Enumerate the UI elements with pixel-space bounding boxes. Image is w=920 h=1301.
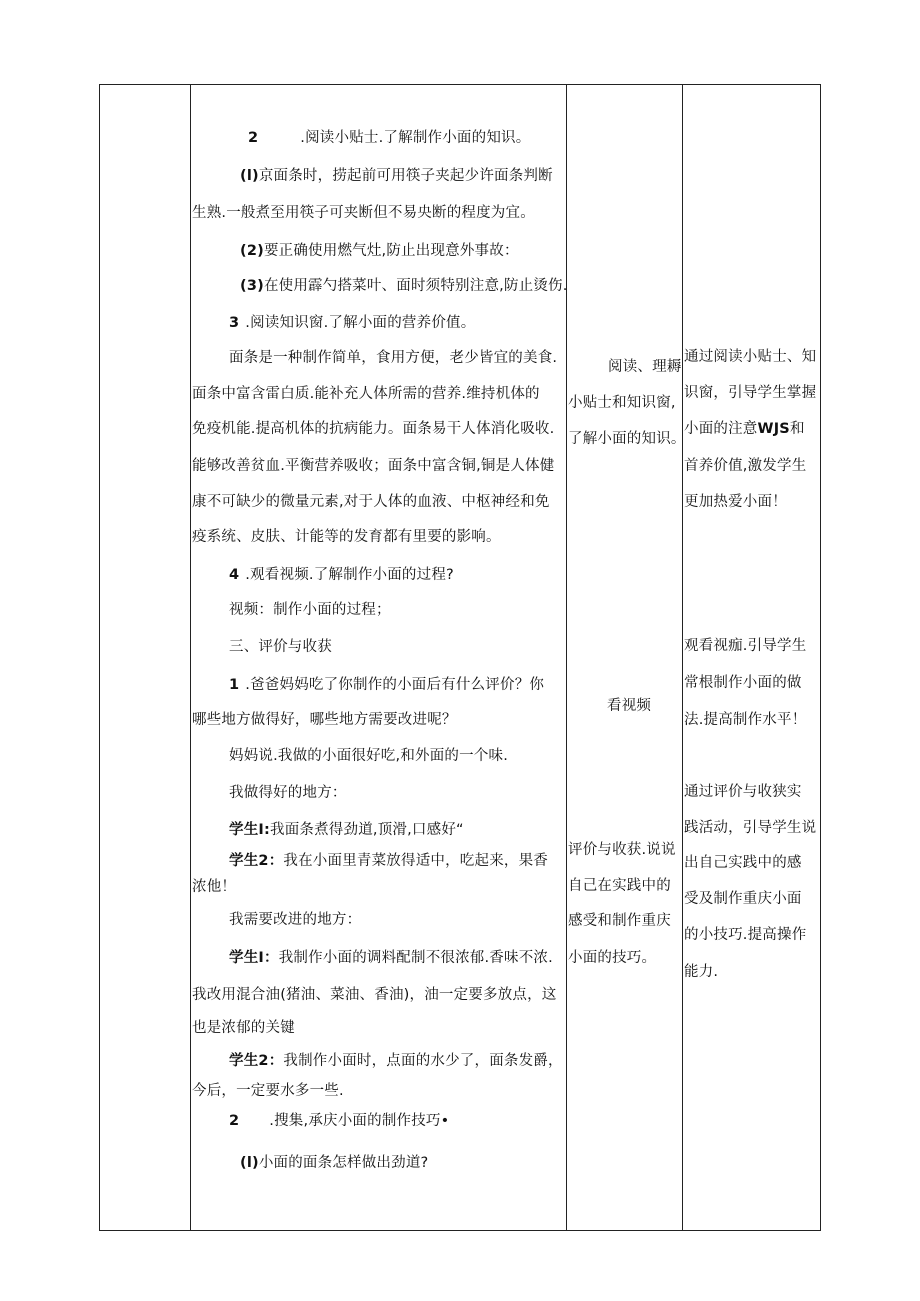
step-text: .爸爸妈妈吃了你制作的小面后有什么评价？你: [245, 677, 545, 693]
process-line: [229, 675, 544, 695]
process-line: (l)京面条时，捞起前可用筷子夹起少许面条判断: [240, 168, 553, 184]
section-heading: 三、评价与收获: [229, 639, 332, 655]
intent-line: 通过评价与收狭实: [684, 784, 802, 800]
process-line: 我做得好的地方：: [229, 785, 347, 801]
process-line: 能够改善贫血.平衡营养吸收；面条中富含铜,铜是人体健: [192, 458, 555, 474]
process-line: 哪些地方做得好，哪些地方需要改进呢？: [192, 712, 457, 728]
process-line: 生熟.一般煮至用筷子可夹断但不易央断的程度为宜。: [192, 205, 535, 221]
step-number: 1: [229, 677, 240, 693]
process-line: 免疫机能.提高机体的抗病能力。面条易干人体消化吸收.: [192, 421, 555, 437]
process-line: 面条是一种制作简单，食用方便，老少皆宜的美食.: [229, 350, 558, 366]
student-line: 自己在实践中的: [568, 878, 671, 894]
process-line: (l)小面的面条怎样做出劲道?: [240, 1155, 429, 1171]
process-line: 今后，一定要水多一些.: [192, 1083, 344, 1099]
intent-line: 的小技巧.提高操作: [684, 927, 807, 943]
intent-line: 小面的注意WJS和: [684, 421, 805, 437]
table-left-border: [99, 84, 100, 1231]
intent-line: 受及制作重庆小面: [684, 891, 802, 907]
column-divider-3: [682, 84, 683, 1231]
process-line: [229, 313, 475, 333]
student-line: 感受和制作重庆: [568, 913, 671, 929]
process-line: 也是浓郁的关键: [192, 1020, 295, 1036]
student-line: 小贴士和知识窗,: [568, 395, 676, 411]
step-text: .搜集,承庆小面的制作技巧•: [269, 1113, 450, 1129]
intent-line: 首养价值,激发学生: [684, 458, 807, 474]
process-line: 学生I：我制作小面的调料配制不很浓郁.香味不浓.: [229, 950, 553, 966]
process-line: 视频：制作小面的过程；: [229, 602, 391, 618]
table-bottom-border: [99, 1230, 821, 1231]
intent-line: 出自己实践中的感: [684, 855, 802, 871]
process-line: [229, 565, 454, 585]
student-line: 小面的技巧。: [568, 950, 657, 966]
process-line: 学生2：我制作小面时，点面的水少了，面条发爵，: [229, 1053, 563, 1069]
student-line: 了解小面的知识。: [568, 431, 686, 447]
column-divider-1: [190, 84, 191, 1231]
intent-line: 观看视痂.引导学生: [684, 638, 807, 654]
intent-line: 更加热爱小面！: [684, 494, 787, 510]
intent-line: 通过阅读小贴士、知: [684, 349, 817, 365]
process-line: 学生I:我面条煮得劲道,顶滑,口感好“: [229, 822, 464, 838]
intent-line: 法.提高制作水平！: [684, 712, 807, 728]
step-text: .观看视频.了解制作小面的过程?: [245, 567, 454, 583]
process-line: 浓他！: [192, 879, 237, 895]
step-number: 3: [229, 315, 240, 331]
table-top-border: [99, 84, 821, 85]
step-number: 2: [229, 1113, 240, 1129]
intent-line: 常根制作小面的做: [684, 675, 802, 691]
process-line: 康不可缺少的微量元素,对于人体的血液、中枢神经和免: [192, 494, 550, 510]
process-line: 我改用混合油(猪油、菜油、香油)，油一定要多放点，这: [192, 987, 557, 1003]
step-text: .阅读知识窗.了解小面的营养价值。: [245, 315, 476, 331]
process-line: (2)要正确使用燃气灶,防止出现意外事故：: [240, 243, 519, 259]
intent-line: 践活动，引导学生说: [684, 820, 817, 836]
column-divider-2: [566, 84, 567, 1231]
step-number: 4: [229, 567, 240, 583]
process-line: (3)在使用霹勺搭菜叶、面时须特别注意,防止烫伤.: [240, 278, 568, 294]
process-line: 面条中富含雷白质.能补充人体所需的营养.维持机体的: [192, 386, 540, 402]
process-line: 妈妈说.我做的小面很好吃,和外面的一个味.: [229, 748, 509, 764]
step-number: 2: [248, 130, 259, 146]
intent-line: 识窗，引导学生掌握: [684, 385, 817, 401]
process-line: 我需要改进的地方：: [229, 912, 362, 928]
step-text: .阅读小贴士.了解制作小面的知识。: [300, 130, 531, 146]
student-line: 阅读、理耨: [608, 359, 682, 375]
student-line: 评价与收获.说说: [568, 842, 676, 858]
process-line: [248, 128, 530, 148]
process-line: 疫系统、皮肤、计能等的发育都有里要的影响。: [192, 529, 501, 545]
process-line: 学生2：我在小面里青菜放得适中，吃起来，果香: [229, 853, 548, 869]
intent-line: 能力.: [684, 964, 719, 980]
process-line: [229, 1111, 449, 1131]
table-right-border: [820, 84, 821, 1231]
student-line: 看视频: [607, 698, 652, 714]
